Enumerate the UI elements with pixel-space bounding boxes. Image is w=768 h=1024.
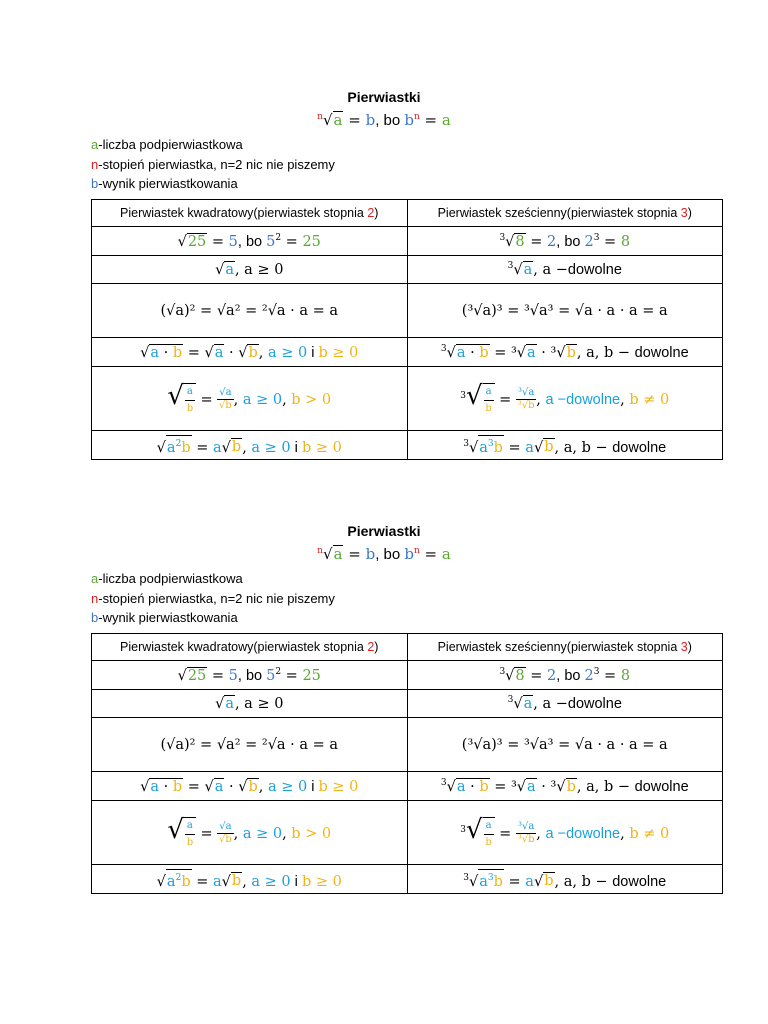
radical-sign: √ <box>513 262 523 278</box>
factor-a: a <box>212 439 222 456</box>
definition-formula <box>0 540 768 562</box>
legend-item-n <box>91 589 768 609</box>
connector: , bo <box>237 667 267 684</box>
factor-b: b <box>493 873 503 890</box>
value: 25 <box>302 667 321 684</box>
condition-word: dowolne <box>567 696 622 712</box>
radical-sign: √ <box>468 439 479 456</box>
rule-sqrt-product <box>92 772 408 801</box>
table-row <box>92 227 723 256</box>
rule-sqrt-example <box>92 227 408 256</box>
factor-a: a <box>527 344 536 361</box>
condition-a: a ≥ 0 <box>268 778 308 795</box>
connector: , bo <box>556 233 585 250</box>
header-square-root <box>92 200 408 227</box>
dot-radical: · √ <box>224 778 248 795</box>
equals: = <box>489 778 511 795</box>
radicand: 25 <box>187 667 207 684</box>
legend-key: n <box>91 590 99 606</box>
equals: = <box>503 873 526 890</box>
equals: = <box>191 439 213 456</box>
radical-sign: √ <box>513 696 523 712</box>
formula-index: n <box>317 546 323 556</box>
root-index: 3 <box>499 232 506 243</box>
radical-sign: √ <box>533 439 544 456</box>
rule-cbrt-extract <box>407 865 723 894</box>
radical-sign: √ <box>215 696 225 712</box>
radical-sign: √ <box>156 439 166 456</box>
equals: = <box>207 233 229 250</box>
factor-a: a <box>212 873 222 890</box>
power: 3 <box>593 666 600 677</box>
fraction-numerator: a <box>484 818 494 835</box>
radical-sign: √ <box>221 873 231 890</box>
factor-b: b <box>231 439 242 456</box>
and-word: i <box>290 439 302 456</box>
legend-text: -wynik pierwiastkowania <box>98 176 238 191</box>
formula-equals-2: = <box>419 111 442 129</box>
rule-sqrt-extract <box>92 431 408 460</box>
power: 2 <box>275 666 282 677</box>
rules-table <box>91 199 723 460</box>
rule-cbrt-example <box>407 227 723 256</box>
legend <box>91 569 768 628</box>
dot-radical: · √ <box>224 344 248 361</box>
result: 5 <box>228 667 238 684</box>
factor-a: a <box>166 439 176 456</box>
formula-value: a <box>441 545 451 563</box>
value: 25 <box>302 233 321 250</box>
equals: = <box>183 344 205 361</box>
radical-sign: ³√ <box>510 344 527 361</box>
tail: , a, b − <box>576 344 635 361</box>
rule-cbrt-quotient: $^3$√ $\frac{a}{b}$ = $\frac{\text{³√a}}{\text{³√b}}$ , a −dowolne, b ≠ 0 <box>407 367 723 431</box>
table-row <box>92 718 723 772</box>
formula-power: n <box>413 546 420 556</box>
radical-sign: √ <box>204 344 214 361</box>
radicand: a <box>225 696 234 712</box>
power: 3 <box>487 438 494 449</box>
power: 2 <box>275 232 282 243</box>
factor-b: b <box>172 344 183 361</box>
equals: = <box>599 667 621 684</box>
header-cube-root <box>407 634 723 661</box>
condition-a: a ≥ 0 <box>251 873 291 890</box>
header-close: ) <box>374 206 379 220</box>
rule-sqrt-extract <box>92 865 408 894</box>
comma: , <box>233 825 243 842</box>
legend-key: b <box>91 610 99 625</box>
header-degree: 2 <box>367 206 375 220</box>
legend-item-b <box>91 608 768 628</box>
and-word: i <box>290 873 302 890</box>
section-title: Pierwiastki <box>347 523 421 539</box>
comma: , <box>282 391 292 408</box>
condition-b: b > 0 <box>291 391 332 408</box>
legend-key: b <box>91 176 99 191</box>
legend-key: n <box>91 156 99 172</box>
radicand: a <box>523 696 533 712</box>
condition: , a ≥ 0 <box>234 262 284 278</box>
comma: , <box>233 391 243 408</box>
equals: = <box>494 391 516 408</box>
factor-a: a <box>527 778 536 795</box>
formula-connector: , bo <box>375 546 405 563</box>
comma: , <box>620 825 630 842</box>
formula-equals: = <box>343 545 366 563</box>
power: 3 <box>593 232 600 243</box>
formula-radical: √ <box>322 545 333 563</box>
legend <box>91 135 768 194</box>
table-row <box>92 801 723 865</box>
radical-sign: √ <box>505 667 515 684</box>
factor-a: a <box>525 873 534 890</box>
table-row <box>92 284 723 338</box>
base: 2 <box>584 233 594 250</box>
legend-item-b <box>91 174 768 194</box>
factor-b: b <box>544 439 554 456</box>
dot-radical: · ³√ <box>536 778 566 795</box>
radical-sign: √ <box>446 778 456 795</box>
root-index: 3 <box>440 777 447 788</box>
fraction-numerator: √a <box>219 387 232 398</box>
comma: , <box>258 344 268 361</box>
radical-sign: ³√ <box>510 778 527 795</box>
formula-value: a <box>441 111 451 129</box>
equals: = <box>503 439 526 456</box>
condition-word: dowolne <box>634 344 689 361</box>
fraction-denominator: b <box>485 836 492 848</box>
equals: = <box>195 391 218 408</box>
condition-a: a −dowolne <box>545 391 621 408</box>
condition-b: b ≠ 0 <box>629 391 670 408</box>
rule-cbrt-domain <box>407 690 723 718</box>
fraction-numerator: a <box>185 384 195 401</box>
legend-text: -wynik pierwiastkowania <box>98 610 238 625</box>
legend-text: -liczba podpierwiastkowa <box>98 571 243 586</box>
formula-equals-2: = <box>419 545 442 563</box>
root-index: 3 <box>499 666 506 677</box>
result: 5 <box>228 233 238 250</box>
result: 2 <box>547 667 557 684</box>
table-row <box>92 338 723 367</box>
comma: , <box>242 439 252 456</box>
connector: , bo <box>556 667 585 684</box>
formula-result: b <box>365 545 376 563</box>
radical-sign: √ <box>140 344 150 361</box>
table-header-row <box>92 634 723 661</box>
equals: = <box>281 667 303 684</box>
table-row <box>92 431 723 460</box>
section-top <box>0 88 768 456</box>
formula-base: b <box>404 111 414 129</box>
factor-a: a <box>479 439 488 456</box>
rule-sqrt-product <box>92 338 408 367</box>
condition-word: dowolne <box>612 439 667 456</box>
header-text: Pierwiastek kwadratowy(pierwiastek stopnia <box>120 206 368 220</box>
radicand: 8 <box>515 233 525 250</box>
formula-base: b <box>404 545 414 563</box>
table-row <box>92 256 723 284</box>
condition: , a − <box>533 262 568 278</box>
fraction-numerator: ³√a <box>517 821 535 832</box>
header-close: ) <box>687 206 692 220</box>
factor-b: b <box>493 439 503 456</box>
legend-text: -stopień pierwiastka, n=2 nic nie piszemy <box>98 156 335 172</box>
header-close: ) <box>687 640 692 654</box>
radical-sign: √ <box>140 778 150 795</box>
formula-radical: √ <box>322 111 333 129</box>
condition-a: a ≥ 0 <box>251 439 291 456</box>
equals: = <box>281 233 303 250</box>
condition-b: b ≥ 0 <box>318 778 359 795</box>
comma: , <box>620 391 630 408</box>
factor-a: a <box>456 778 466 795</box>
factor-b: b <box>248 344 258 361</box>
dot: · <box>159 344 173 361</box>
fraction-denominator: √b <box>219 400 232 411</box>
radical-sign: √ <box>533 873 544 890</box>
fraction-numerator: a <box>185 818 195 835</box>
condition-word: dowolne <box>567 262 622 278</box>
equals: = <box>183 778 205 795</box>
rule-sqrt-square: (√a)² = √a² = ²√a · a = a <box>92 718 408 772</box>
rule-sqrt-quotient: √ $\frac{a}{b}$ = $\frac{√a}{√b}$ , a ≥ 0, b > 0 <box>92 801 408 865</box>
factor-a: a <box>166 873 176 890</box>
rule-sqrt-quotient: √ $\frac{a}{b}$ = $\frac{√a}{√b}$ , a ≥ 0, b > 0 <box>92 367 408 431</box>
comma: , <box>242 873 252 890</box>
fraction-numerator: ³√a <box>517 387 535 398</box>
condition-a: a −dowolne <box>545 825 621 842</box>
formula-result: b <box>365 111 376 129</box>
root-index: 3 <box>463 872 469 883</box>
header-text: Pierwiastek sześcienny(pierwiastek stopnia <box>437 206 681 220</box>
factor-a: a <box>214 344 224 361</box>
formula-index: n <box>317 112 323 122</box>
comma: , <box>282 825 292 842</box>
legend-key: a <box>91 571 99 586</box>
root-index: 3 <box>463 438 469 449</box>
table-row <box>92 772 723 801</box>
radical-sign: √ <box>215 262 225 278</box>
root-index: 3 <box>507 261 514 272</box>
condition-b: b ≥ 0 <box>301 439 342 456</box>
legend-key: a <box>91 137 99 152</box>
radical-sign: √ <box>177 233 187 250</box>
rules-table <box>91 633 723 894</box>
tail: , a, b − <box>554 873 613 890</box>
radical-sign: √ <box>204 778 214 795</box>
rule-sqrt-square: (√a)² = √a² = ²√a · a = a <box>92 284 408 338</box>
tail: , a, b − <box>554 439 613 456</box>
radical-sign: √ <box>156 873 166 890</box>
factor-a: a <box>525 439 534 456</box>
formula-radicand: a <box>333 545 343 563</box>
rule-cbrt-example <box>407 661 723 690</box>
legend-item-a <box>91 135 768 155</box>
condition-b: b > 0 <box>291 825 332 842</box>
factor-b: b <box>172 778 183 795</box>
equals: = <box>207 667 229 684</box>
factor-a: a <box>479 873 488 890</box>
fraction-numerator: √a <box>219 821 232 832</box>
fraction-denominator: ³√b <box>517 400 535 411</box>
power: 2 <box>175 872 182 883</box>
tail: , a, b − <box>576 778 635 795</box>
table-row <box>92 690 723 718</box>
factor-a: a <box>456 344 466 361</box>
fraction-denominator: b <box>186 402 194 414</box>
condition: , a − <box>533 696 568 712</box>
equals: = <box>599 233 621 250</box>
header-text: Pierwiastek kwadratowy(pierwiastek stopnia <box>120 640 368 654</box>
radicand: 8 <box>515 667 525 684</box>
power: 3 <box>487 872 494 883</box>
equals: = <box>525 667 548 684</box>
equals: = <box>191 873 213 890</box>
section-title: Pierwiastki <box>347 89 421 105</box>
factor-b: b <box>544 873 554 890</box>
table-header-row <box>92 200 723 227</box>
dot: · <box>465 778 480 795</box>
section-bottom <box>0 522 768 890</box>
dot: · <box>465 344 480 361</box>
equals: = <box>525 233 548 250</box>
fraction-denominator: b <box>485 402 492 414</box>
rule-cbrt-product <box>407 772 723 801</box>
radical-sign: √ <box>468 873 479 890</box>
comma: , <box>536 825 546 842</box>
legend-text: -stopień pierwiastka, n=2 nic nie piszemy <box>98 590 335 606</box>
factor-b: b <box>479 344 489 361</box>
value: 8 <box>620 667 631 684</box>
rule-cbrt-cube: (³√a)³ = ³√a³ = √a · a · a = a <box>407 284 723 338</box>
dot-radical: · ³√ <box>536 344 566 361</box>
factor-b: b <box>248 778 258 795</box>
base: 2 <box>584 667 594 684</box>
factor-a: a <box>214 778 224 795</box>
factor-b: b <box>566 344 576 361</box>
definition-formula <box>0 106 768 128</box>
legend-text: -liczba podpierwiastkowa <box>98 137 243 152</box>
factor-b: b <box>231 873 242 890</box>
factor-b: b <box>479 778 489 795</box>
radicand: 25 <box>187 233 207 250</box>
radical-sign: √ <box>505 233 515 250</box>
comma: , <box>258 778 268 795</box>
factor-b: b <box>566 778 576 795</box>
formula-equals: = <box>343 111 366 129</box>
factor-a: a <box>150 778 159 795</box>
condition-word: dowolne <box>634 778 689 795</box>
fraction-denominator: b <box>186 836 194 848</box>
root-index: 3 <box>460 824 467 835</box>
and-word: i <box>307 344 319 361</box>
rule-cbrt-cube: (³√a)³ = ³√a³ = √a · a · a = a <box>407 718 723 772</box>
root-index: 3 <box>460 390 467 401</box>
condition-b: b ≠ 0 <box>629 825 670 842</box>
fraction-numerator: a <box>484 384 494 401</box>
dot: · <box>159 778 173 795</box>
header-square-root <box>92 634 408 661</box>
root-index: 3 <box>440 343 447 354</box>
header-degree: 3 <box>680 206 688 220</box>
table-row <box>92 367 723 431</box>
rule-cbrt-extract <box>407 431 723 460</box>
rule-sqrt-domain <box>92 690 408 718</box>
legend-item-a <box>91 569 768 589</box>
fraction-denominator: ³√b <box>517 834 535 845</box>
equals: = <box>494 825 516 842</box>
header-degree: 2 <box>367 640 375 654</box>
result: 2 <box>547 233 557 250</box>
comma: , <box>536 391 546 408</box>
power: 2 <box>175 438 182 449</box>
root-index: 3 <box>507 695 514 706</box>
table-row <box>92 865 723 894</box>
condition-a: a ≥ 0 <box>242 391 283 408</box>
base: 5 <box>266 667 276 684</box>
formula-connector: , bo <box>375 112 405 129</box>
rule-sqrt-domain <box>92 256 408 284</box>
rule-cbrt-product <box>407 338 723 367</box>
condition-a: a ≥ 0 <box>242 825 283 842</box>
rule-cbrt-domain <box>407 256 723 284</box>
condition-b: b ≥ 0 <box>318 344 359 361</box>
factor-b: b <box>181 439 191 456</box>
header-close: ) <box>374 640 379 654</box>
base: 5 <box>266 233 276 250</box>
legend-item-n <box>91 155 768 175</box>
and-word: i <box>307 778 319 795</box>
table-row <box>92 661 723 690</box>
radicand: a <box>225 262 234 278</box>
condition-a: a ≥ 0 <box>268 344 308 361</box>
header-text: Pierwiastek sześcienny(pierwiastek stopnia <box>437 640 681 654</box>
equals: = <box>195 825 218 842</box>
factor-a: a <box>150 344 159 361</box>
fraction-denominator: √b <box>219 834 232 845</box>
condition-b: b ≥ 0 <box>301 873 342 890</box>
condition-word: dowolne <box>612 873 667 890</box>
header-cube-root <box>407 200 723 227</box>
factor-b: b <box>181 873 191 890</box>
header-degree: 3 <box>680 640 688 654</box>
radical-sign: √ <box>177 667 187 684</box>
formula-power: n <box>413 112 420 122</box>
condition: , a ≥ 0 <box>234 696 284 712</box>
formula-radicand: a <box>333 111 343 129</box>
rule-sqrt-example <box>92 661 408 690</box>
radical-sign: √ <box>446 344 456 361</box>
value: 8 <box>620 233 631 250</box>
radicand: a <box>523 262 533 278</box>
equals: = <box>489 344 511 361</box>
radical-sign: √ <box>221 439 231 456</box>
connector: , bo <box>237 233 267 250</box>
rule-cbrt-quotient: $^3$√ $\frac{a}{b}$ = $\frac{\text{³√a}}{\text{³√b}}$ , a −dowolne, b ≠ 0 <box>407 801 723 865</box>
